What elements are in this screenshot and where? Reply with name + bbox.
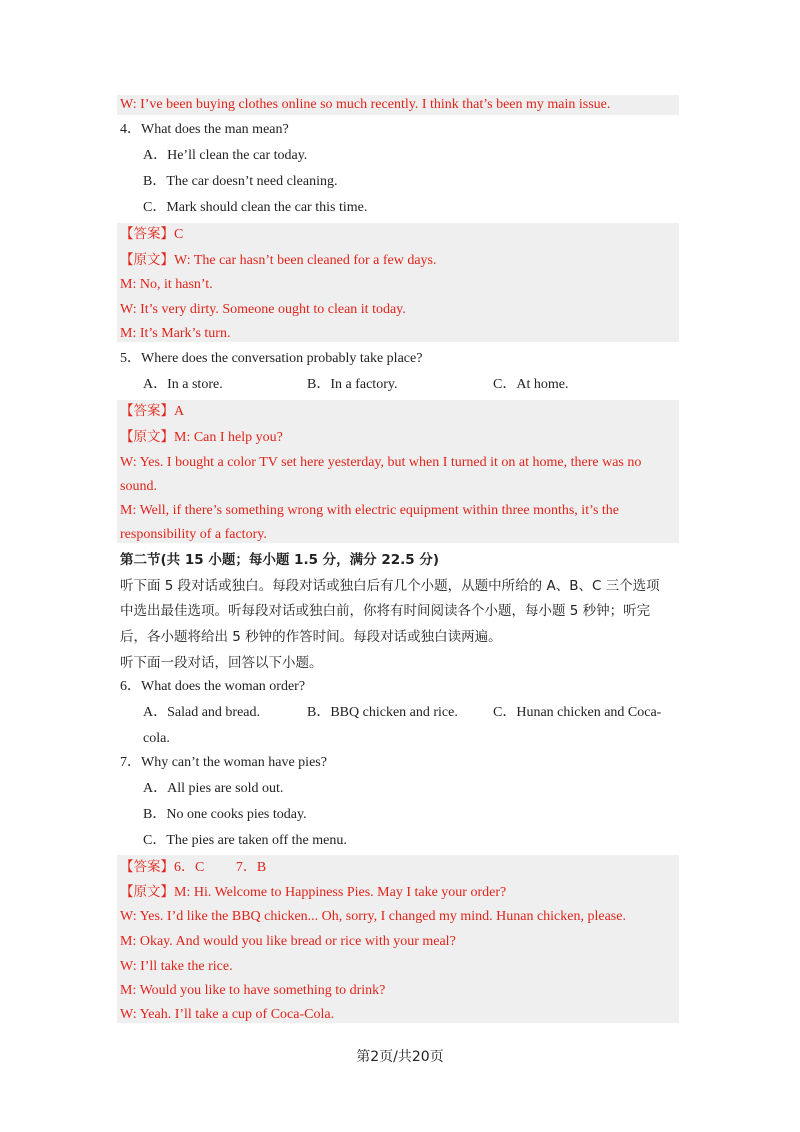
script-line: M: Would you like to have something to drink?: [120, 983, 386, 998]
answer-tag: 【答案】: [120, 859, 174, 875]
script-line: W: The car hasn’t been cleaned for a few days.: [174, 253, 437, 268]
script-line: M: Well, if there’s something wrong with electric equipment within three months, it’s the: [120, 503, 620, 518]
answer-value: C: [174, 227, 184, 242]
q4-script-first: [120, 250, 437, 270]
answer-tag: 【答案】: [120, 403, 174, 419]
q4-option-a: A．He’ll clean the car today.: [143, 148, 308, 163]
q6-option-a: A．Salad and bread.: [143, 705, 261, 720]
q6-option-c-wrap: cola.: [143, 731, 170, 746]
q5-option-b: B．In a factory.: [307, 377, 398, 392]
instruction-line: 中选出最佳选项。听每段对话或独白前，你将有时间阅读各个小题，每小题 5 秒钟；听完: [120, 603, 651, 619]
script-line: W: Yeah. I’ll take a cup of Coca-Cola.: [120, 1007, 335, 1022]
question-6: 6．What does the woman order?: [120, 679, 306, 694]
q7-option-c: C．The pies are taken off the menu.: [143, 833, 347, 848]
q4-option-c: C．Mark should clean the car this time.: [143, 200, 368, 215]
page-number: 第2页/共20页: [356, 1049, 444, 1065]
q5-option-c: C．At home.: [493, 377, 569, 392]
q4-answer: [120, 224, 183, 244]
q6-option-c: C．Hunan chicken and Coca-: [493, 705, 662, 720]
script-line: W: Yes. I’d like the BBQ chicken... Oh, sorry, I changed my mind. Hunan chicken, please.: [120, 909, 626, 924]
script-tag: 【原文】: [120, 429, 174, 445]
q4-option-b: B．The car doesn’t need cleaning.: [143, 174, 338, 189]
question-5: 5．Where does the conversation probably take place?: [120, 351, 423, 366]
q7-option-a: A．All pies are sold out.: [143, 781, 284, 796]
q5-answer: [120, 401, 184, 421]
q5-option-a: A．In a store.: [143, 377, 223, 392]
section-heading: [120, 550, 439, 570]
question-4: 4．What does the man mean?: [120, 122, 289, 137]
answer-tag: 【答案】: [120, 226, 174, 242]
script-tag: 【原文】: [120, 884, 174, 900]
script-line: W: I’ll take the rice.: [120, 959, 233, 974]
script-line: responsibility of a factory.: [120, 527, 267, 542]
script-line: M: Okay. And would you like bread or rice with your meal?: [120, 934, 456, 949]
script-line: W: I’ve been buying clothes online so much recently. I think that’s been my main issue.: [120, 97, 611, 112]
script-line: W: Yes. I bought a color TV set here yesterday, but when I turned it on at home, there was no: [120, 455, 642, 470]
section-heading-text: 第二节(共 15 小题；每小题 1.5 分，满分 22.5 分): [120, 552, 440, 568]
q7-option-b: B．No one cooks pies today.: [143, 807, 307, 822]
q5-script-first: [120, 427, 283, 447]
q6-option-b: B．BBQ chicken and rice.: [307, 705, 458, 720]
answer-value: 6．C 7．B: [174, 860, 267, 875]
script-line: M: Hi. Welcome to Happiness Pies. May I take your order?: [174, 885, 507, 900]
question-7: 7．Why can’t the woman have pies?: [120, 755, 327, 770]
q7-script-first: [120, 882, 506, 902]
script-line: M: No, it hasn’t.: [120, 277, 213, 292]
script-tag: 【原文】: [120, 252, 174, 268]
instruction-line: 听下面 5 段对话或独白。每段对话或独白后有几个小题，从题中所给的 A、B、C 三个选项: [120, 578, 660, 594]
answer-value: A: [174, 404, 185, 419]
instruction-line: 后，各小题将给出 5 秒钟的作答时间。每段对话或独白读两遍。: [120, 629, 502, 645]
q7-answer: [120, 857, 266, 877]
script-line: M: It’s Mark’s turn.: [120, 326, 231, 341]
script-line: sound.: [120, 479, 157, 494]
script-line: W: It’s very dirty. Someone ought to clean it today.: [120, 302, 406, 317]
script-line: M: Can I help you?: [174, 430, 283, 445]
instruction-line: 听下面一段对话，回答以下小题。: [120, 655, 323, 671]
